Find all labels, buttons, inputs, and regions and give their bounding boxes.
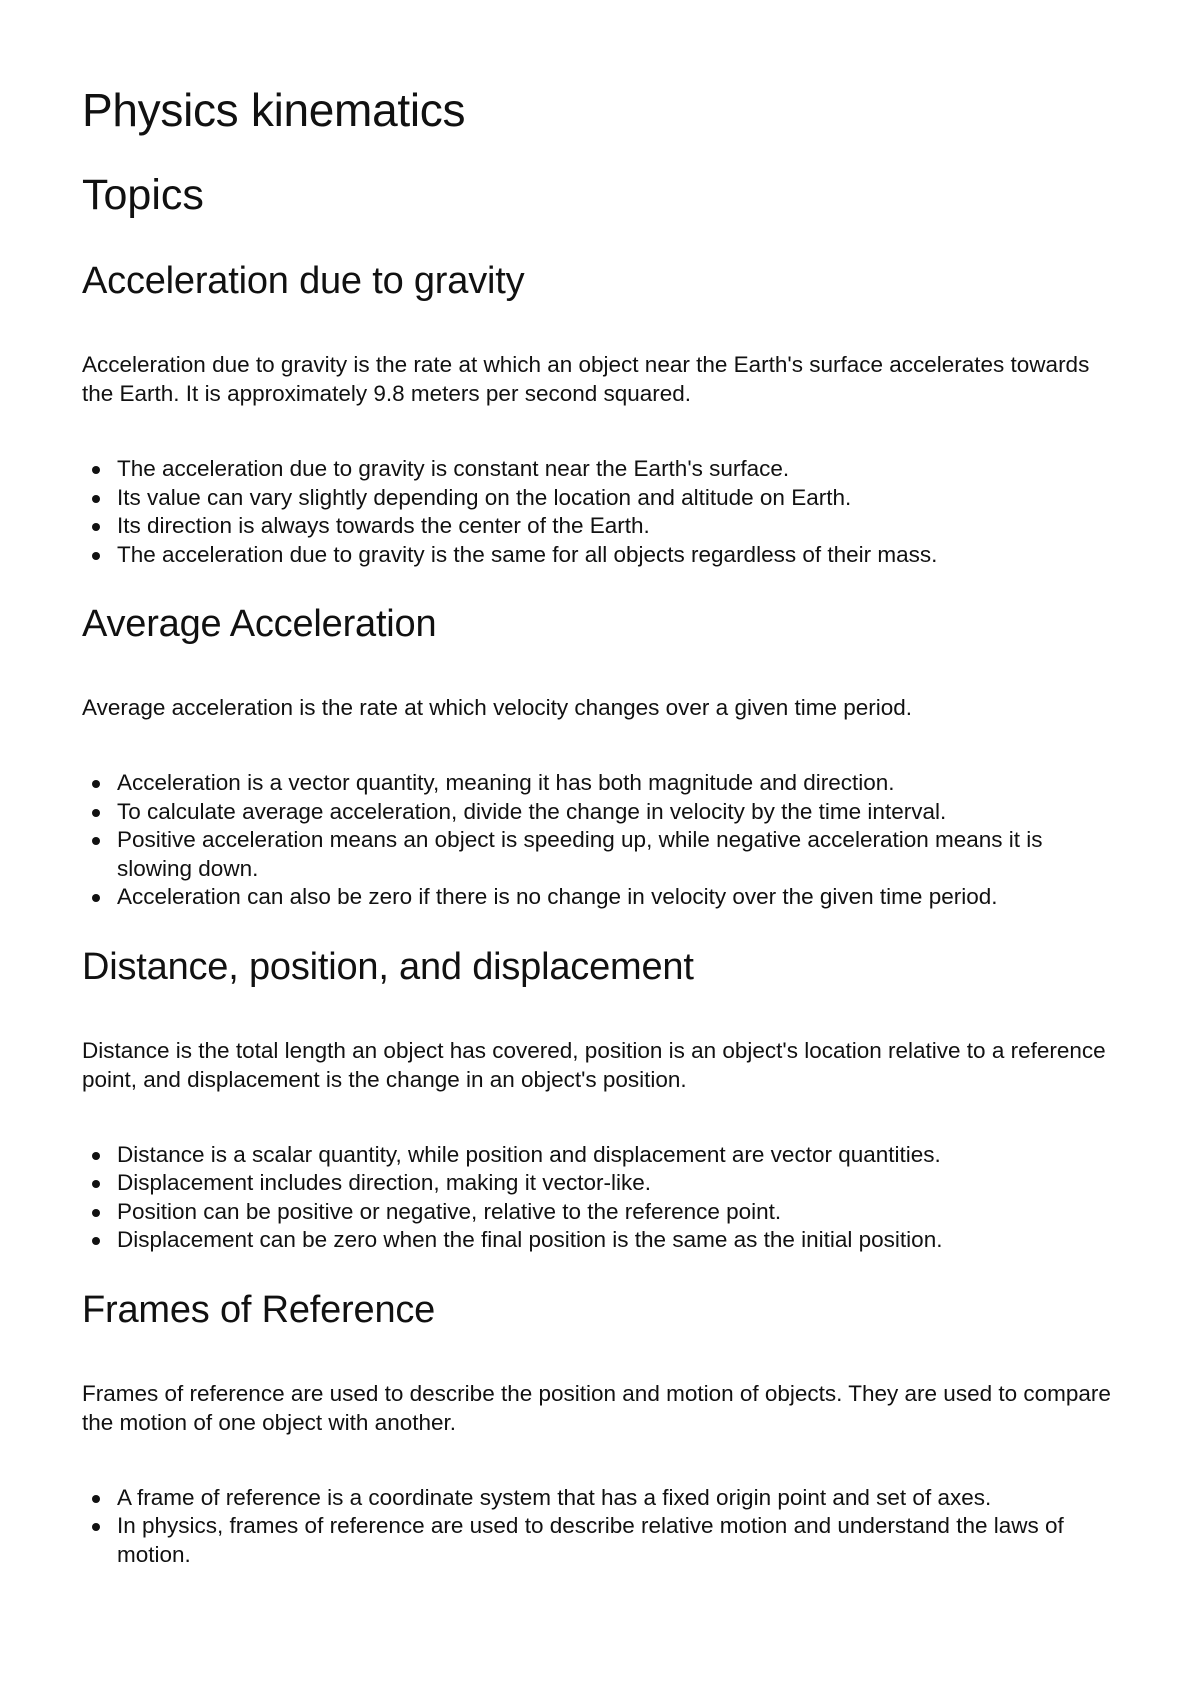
bullet-list bbox=[82, 1484, 1120, 1570]
list-item: Displacement can be zero when the final position is the same as the initial position. bbox=[117, 1226, 1120, 1255]
list-item: A frame of reference is a coordinate system that has a fixed origin point and set of axes. bbox=[117, 1484, 1120, 1513]
section-acceleration-gravity bbox=[82, 256, 1120, 569]
section-distance-position-displacement bbox=[82, 942, 1120, 1255]
section-heading: Acceleration due to gravity bbox=[82, 260, 525, 302]
list-item: Its direction is always towards the center of the Earth. bbox=[117, 512, 1120, 541]
section-heading: Distance, position, and displacement bbox=[82, 945, 694, 988]
section-heading: Average Acceleration bbox=[82, 603, 437, 645]
bullet-list bbox=[82, 1141, 1120, 1255]
section-heading: Frames of Reference bbox=[82, 1288, 436, 1331]
topics-heading: Topics bbox=[82, 171, 204, 219]
section-paragraph: Acceleration due to gravity is the rate at which an object near the Earth's surface accelerates towards the Earth. It is approximately 9.8 meters per second squared. bbox=[82, 352, 1090, 406]
section-paragraph: Distance is the total length an object has covered, position is an object's location relative to a reference point, and displacement is the change in an object's position. bbox=[82, 1037, 1106, 1092]
list-item: To calculate average acceleration, divide the change in velocity by the time interval. bbox=[117, 798, 1120, 827]
section-frames-of-reference bbox=[82, 1285, 1120, 1570]
list-item: Acceleration is a vector quantity, meaning it has both magnitude and direction. bbox=[117, 769, 1120, 798]
bullet-list bbox=[82, 769, 1120, 912]
list-item: Its value can vary slightly depending on the location and altitude on Earth. bbox=[117, 484, 1120, 513]
list-item: The acceleration due to gravity is the same for all objects regardless of their mass. bbox=[117, 541, 1120, 570]
document-title: Physics kinematics bbox=[82, 84, 466, 136]
list-item: Positive acceleration means an object is speeding up, while negative acceleration means it is slowing down. bbox=[117, 826, 1120, 883]
section-average-acceleration bbox=[82, 599, 1120, 912]
list-item: In physics, frames of reference are used to describe relative motion and understand the laws of motion. bbox=[117, 1512, 1120, 1569]
section-paragraph: Frames of reference are used to describe the position and motion of objects. They are used to compare the motion of one object with another. bbox=[82, 1380, 1111, 1435]
list-item: Distance is a scalar quantity, while position and displacement are vector quantities. bbox=[117, 1141, 1120, 1170]
section-paragraph: Average acceleration is the rate at which velocity changes over a given time period. bbox=[82, 695, 913, 720]
list-item: The acceleration due to gravity is constant near the Earth's surface. bbox=[117, 455, 1120, 484]
list-item: Acceleration can also be zero if there is no change in velocity over the given time period. bbox=[117, 883, 1120, 912]
bullet-list bbox=[82, 455, 1120, 569]
list-item: Position can be positive or negative, relative to the reference point. bbox=[117, 1198, 1120, 1227]
list-item: Displacement includes direction, making it vector-like. bbox=[117, 1169, 1120, 1198]
